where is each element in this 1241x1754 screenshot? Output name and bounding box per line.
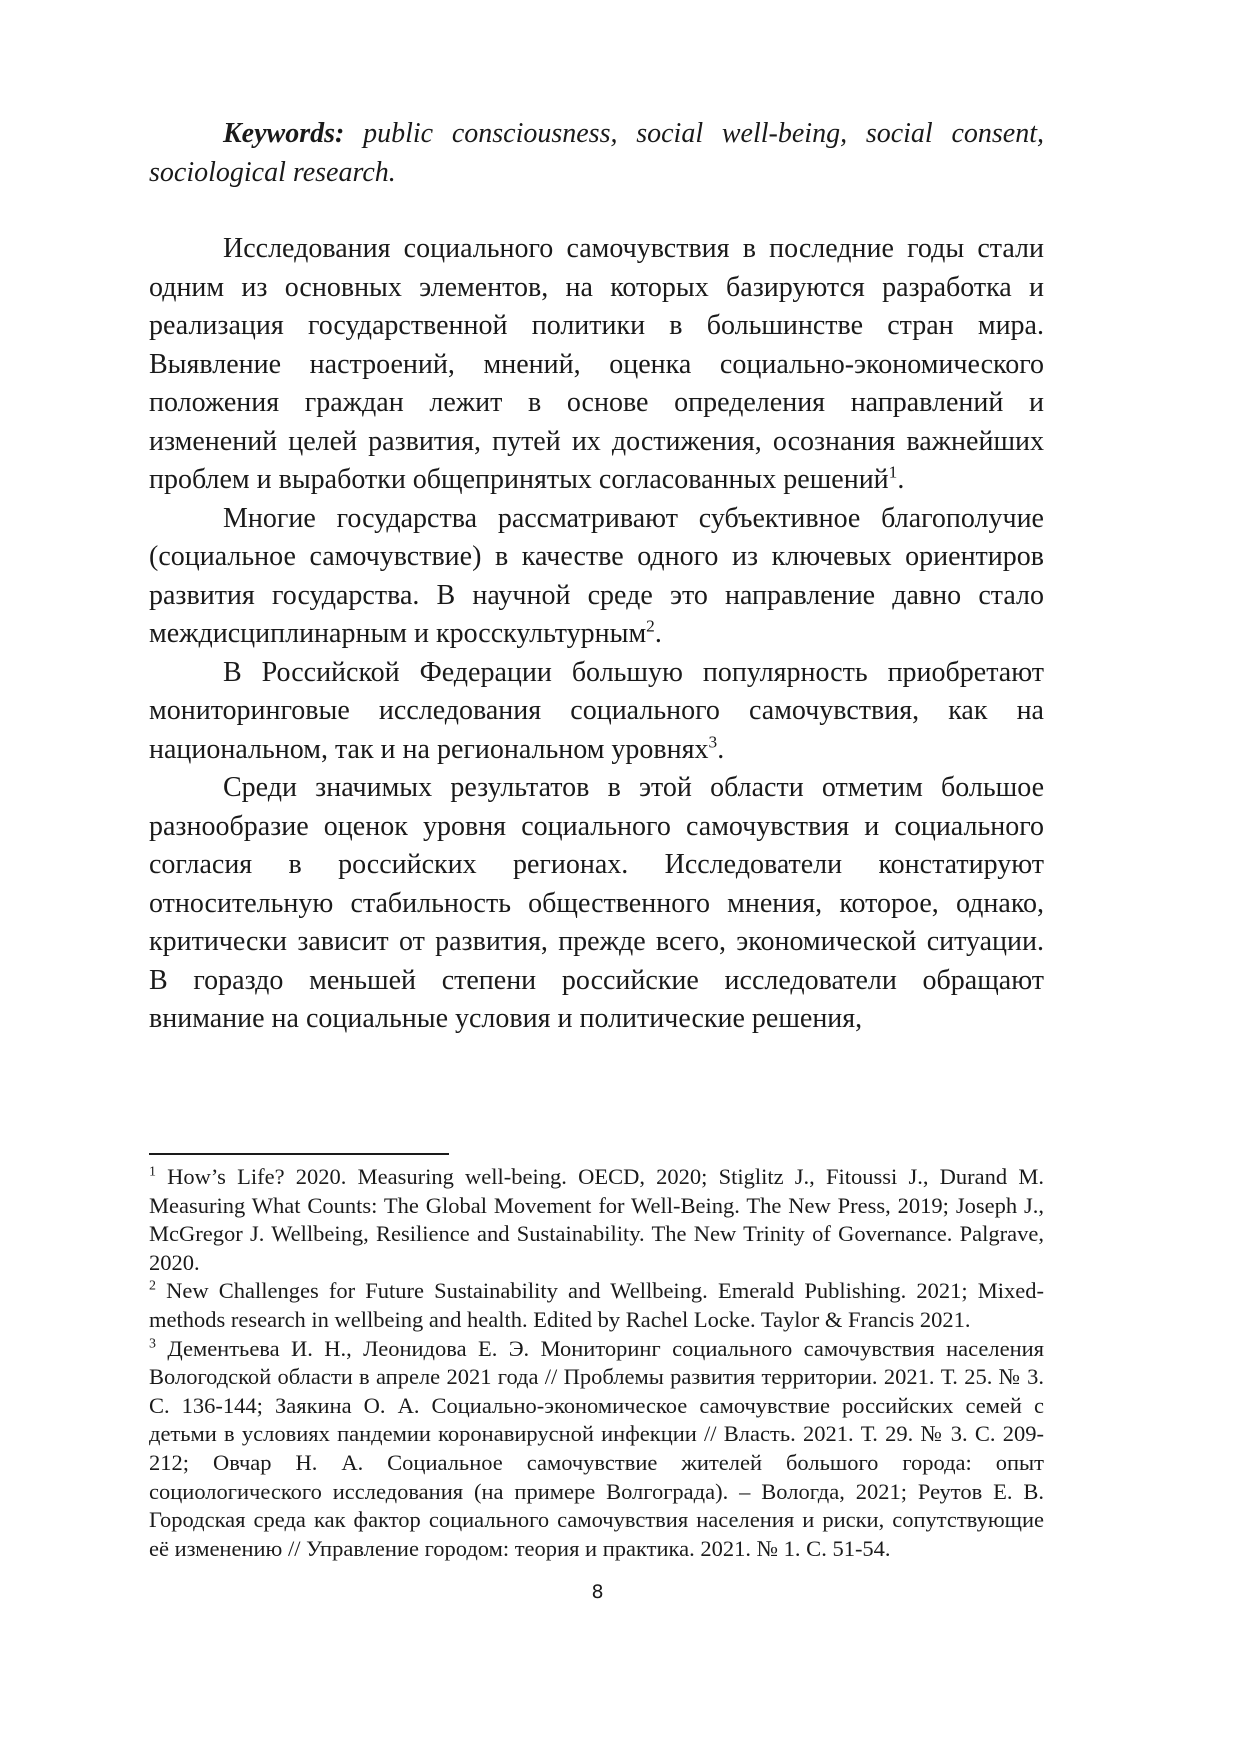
keywords-paragraph (149, 115, 1044, 192)
footnote-3 (149, 1335, 1044, 1564)
footnote-1 (149, 1163, 1044, 1277)
keywords-label: Keywords: (223, 118, 345, 149)
paragraph-text: Многие государства рассматривают субъективное благополучие (социальное самочувствие) в качестве одного из ключевых ориентиров развития государства. В научной среде это направление давно стало междисциплинарным и кросскультурным (149, 502, 1044, 649)
footnote-ref-3[interactable]: 3 (708, 732, 718, 752)
footnote-number: 1 (149, 1164, 156, 1180)
footnotes (149, 1163, 1044, 1563)
footnote-ref-2[interactable]: 2 (646, 616, 655, 636)
footnote-number: 2 (149, 1278, 156, 1294)
paragraph-text: Исследования социального самочувствия в последние годы стали одним из основных элементов, на которых базируются разработка и реализация государственной политики в большинстве стран мира. Выявление настроений, мнений, оценка социально-экономического положения граждан лежит в основе определения направлений и изменений целей развития, путей их достижения, осознания важнейших проблем и выработки общепринятых согласованных решений (149, 233, 1044, 495)
main-text (149, 115, 1044, 1039)
paragraph-4 (149, 769, 1044, 1039)
footnote-separator (149, 1153, 449, 1155)
footnote-2 (149, 1277, 1044, 1334)
page-number: 8 (591, 1581, 604, 1603)
footnote-text: How’s Life? 2020. Measuring well-being. OECD, 2020; Stiglitz J., Fitoussi J., Durand M. Measuring What Counts: The Global Movement for Well-Being. The New Press, 2019; Joseph J., McGregor J. Wellbeing, Resilience and Sustainability. The New Trinity of Governance. Palgrave, 2020. (149, 1164, 1044, 1275)
paragraph-1: Исследования социального самочувствия в последние годы стали одним из основных элементов, на которых базируются разработка и реализация государственной политики в большинстве стран мира. Выявление настроений, мнений, оценка социально-экономического положения граждан лежит в основе определения направлений и изменений целей развития, путей их достижения, осознания важнейших проблем и выработки общепринятых согласованных решений$^1$. (149, 233, 1044, 495)
footnote-ref-1[interactable]: 1 (888, 462, 898, 482)
paragraph-text: Среди значимых результатов в этой области отметим большое разнообразие оценок уровня социального самочувствия и социального согласия в российских регионах. Исследователи констатируют относительную стабильность общественного мнения, которое, однако, критически зависит от развития, прежде всего, экономической ситуации. В гораздо меньшей степени российские исследователи обращают внимание на социальные условия и политические решения, (149, 772, 1044, 1034)
paragraph-text: В Российской Федерации большую популярность приобретают мониторинговые исследования социального самочувствия, как на национальном, так и на региональном уровнях (149, 656, 1044, 765)
paragraph-3: В Российской Федерации большую популярность приобретают мониторинговые исследования социального самочувствия, как на национальном, так и на региональном уровнях$^3$. (149, 656, 1044, 765)
footnote-text: Дементьева И. Н., Леонидова Е. Э. Мониторинг социального самочувствия населения Вологодской области в апреле 2021 года // Проблемы развития территории. 2021. Т. 25. № 3. С. 136-144; Заякина О. А. Социально-экономическое самочувствие российских семей с детьми в условиях пандемии коронавирусной инфекции // Власть. 2021. Т. 29. № 3. С. 209-212; Овчар Н. А. Социальное самочувствие жителей большого города: опыт социологического исследования (на примере Волгограда). – Вологда, 2021; Реутов Е. В. Городская среда как фактор социального самочувствия населения и риски, сопутствующие её изменению // Управление городом: теория и практика. 2021. № 1. С. 51-54. (149, 1335, 1044, 1561)
keywords-text: public consciousness, social well-being, social consent, sociological research. (149, 118, 1044, 188)
footnote-text: New Challenges for Future Sustainability and Wellbeing. Emerald Publishing. 2021; Mixed-methods research in wellbeing and health. Edited by Rachel Locke. Taylor & Francis 2021. (149, 1278, 1044, 1332)
footnote-number: 3 (149, 1336, 156, 1352)
paragraph-2: Многие государства рассматривают субъективное благополучие (социальное самочувствие) в качестве одного из ключевых ориентиров развития государства. В научной среде это направление давно стало междисциплинарным и кросскультурным$^2$. (149, 502, 1044, 649)
